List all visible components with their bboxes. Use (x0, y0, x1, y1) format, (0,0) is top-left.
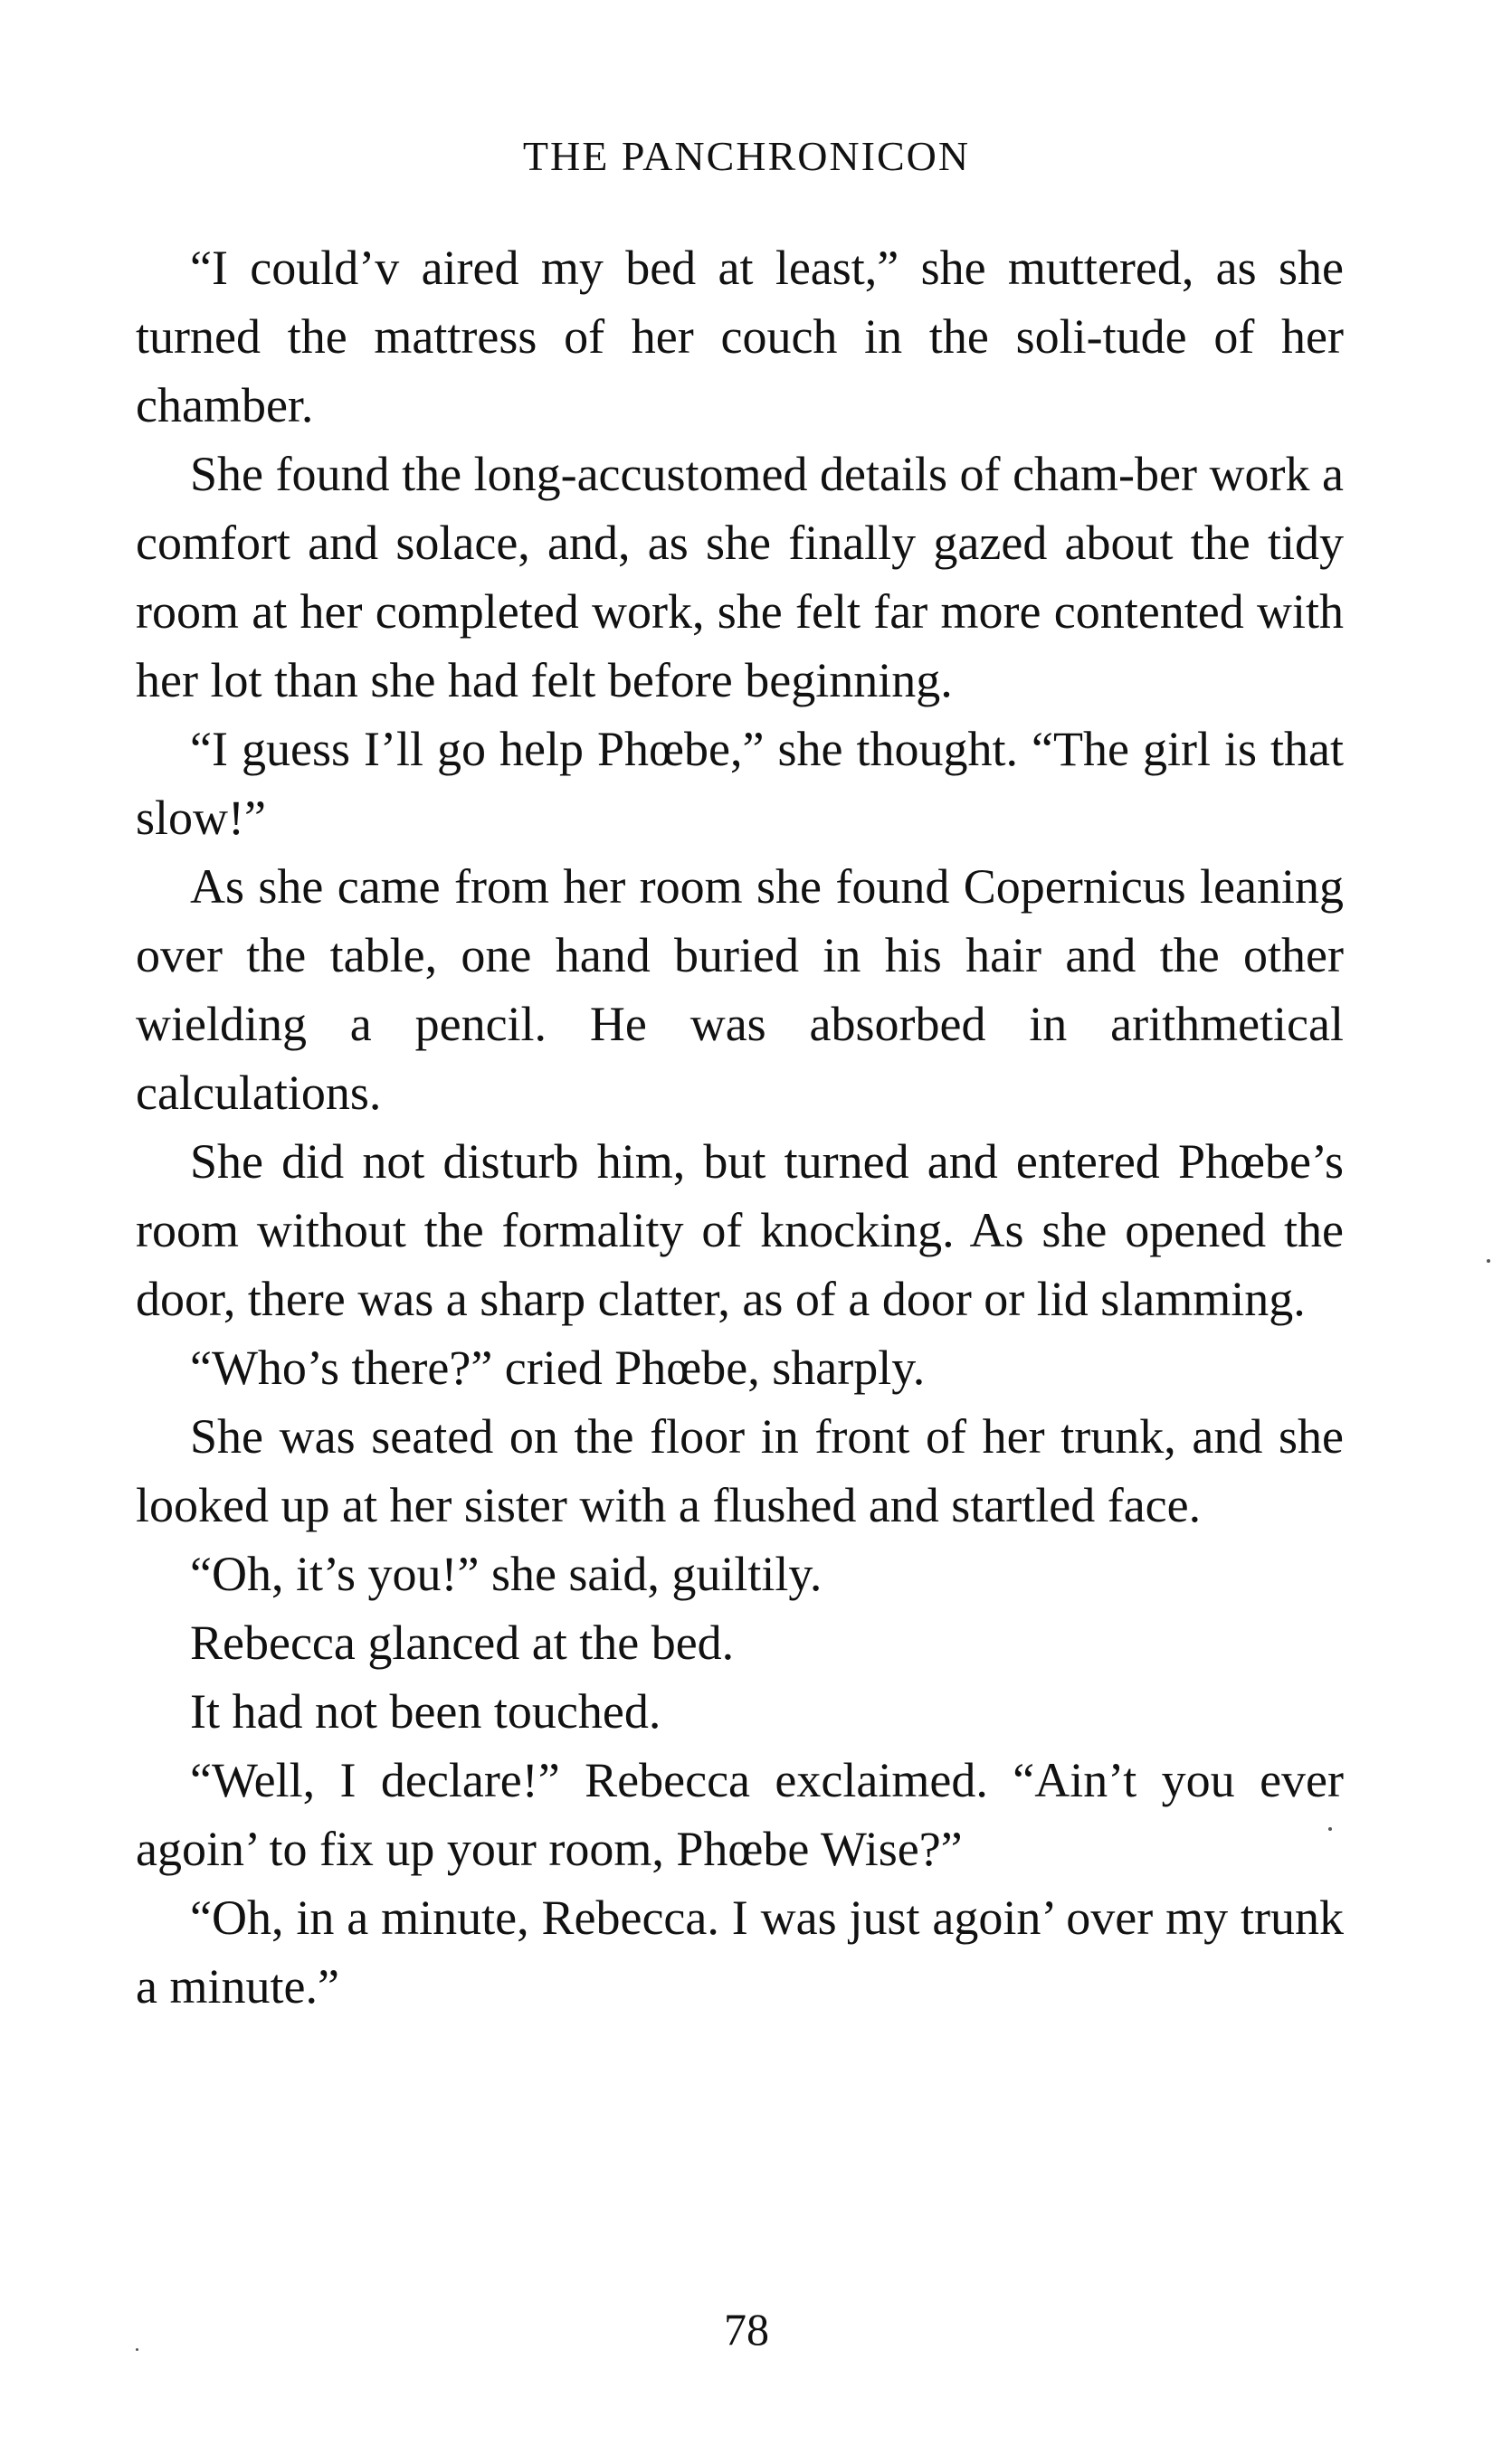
paragraph: She did not disturb him, but turned and entered Phœbe’s room without the formality of knocking. As she opened the door, there was a sharp clatter, as of a door or lid slamming. (136, 1134, 1344, 1326)
print-speck (1487, 1259, 1490, 1263)
paragraph: It had not been touched. (190, 1684, 661, 1739)
running-head: THE PANCHRONICON (522, 133, 971, 179)
paragraph: “Oh, it’s you!” she said, guiltily. (190, 1547, 823, 1601)
paragraph: “I guess I’ll go help Phœbe,” she thought. “The girl is that slow!” (136, 722, 1344, 845)
print-speck (1328, 1827, 1332, 1831)
paragraph: “Oh, in a minute, Rebecca. I was just agoin’ over my trunk a minute.” (136, 1891, 1344, 2014)
paragraph: “Well, I declare!” Rebecca exclaimed. “Ain’t you ever agoin’ to fix up your room, Phœbe Wise?” (136, 1753, 1344, 1876)
paragraph: “Who’s there?” cried Phœbe, sharply. (190, 1341, 926, 1395)
page-number: 78 (724, 2304, 769, 2355)
paragraph: “I could’v aired my bed at least,” she muttered, as she turned the mattress of her couch in the soli-tude of her chamber. (136, 241, 1344, 432)
paragraph: Rebecca glanced at the bed. (190, 1616, 735, 1670)
paragraph: As she came from her room she found Copernicus leaning over the table, one hand buried in his hair and the other wielding a pencil. He was absorbed in arithmetical calculations. (136, 859, 1344, 1120)
paragraph: She was seated on the floor in front of her trunk, and she looked up at her sister with a flushed and startled face. (136, 1409, 1344, 1532)
print-speck (136, 2348, 138, 2351)
paragraph: She found the long-accustomed details of cham-ber work a comfort and solace, and, as she finally gazed about the tidy room at her completed work, she felt far more contented with her lot than she had felt before beginning. (136, 447, 1344, 707)
body-text (136, 233, 1344, 2021)
